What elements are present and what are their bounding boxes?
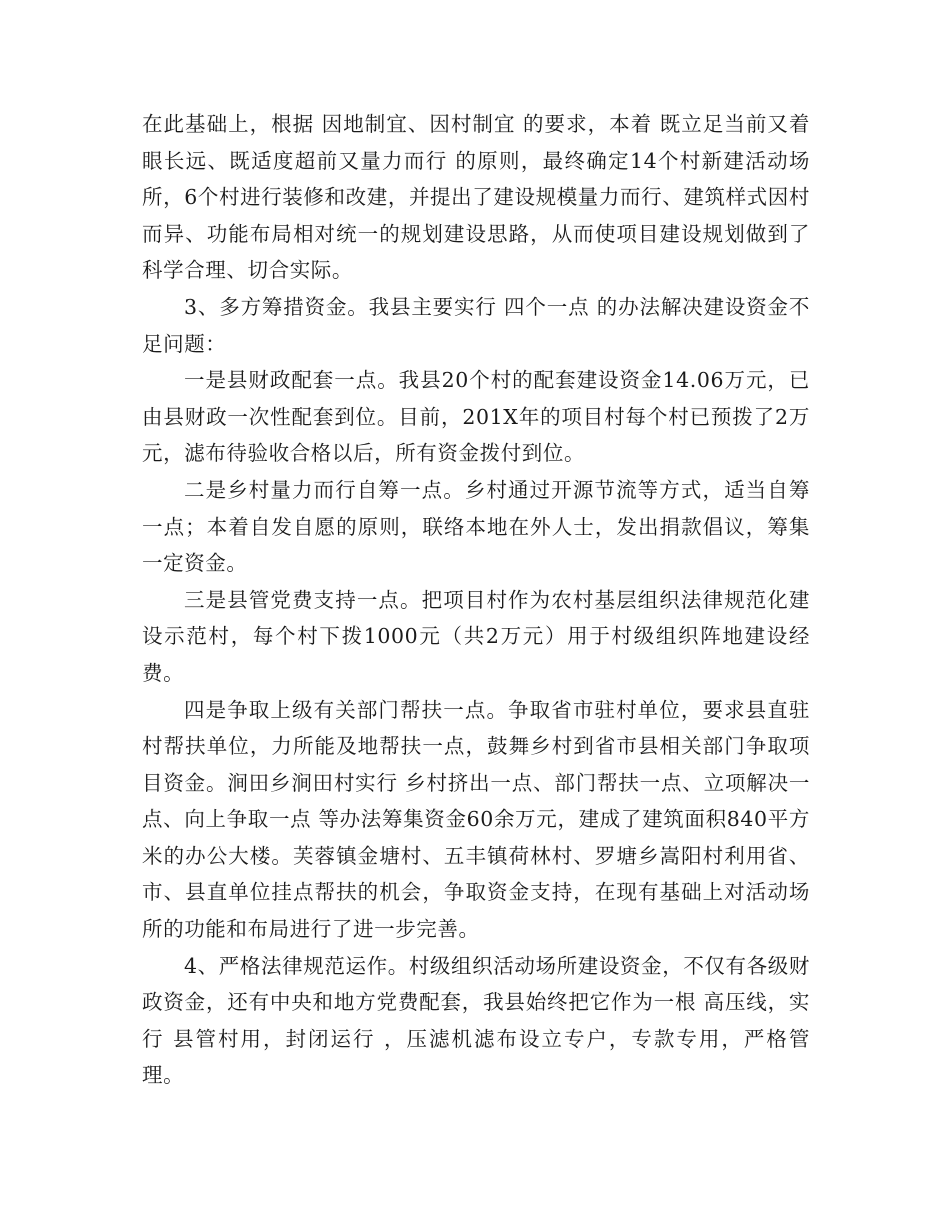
paragraph-superior-assistance: 四是争取上级有关部门帮扶一点。争取省市驻村单位，要求县直驻村帮扶单位，力所能及地帮扶一点，鼓舞乡村到省市县相关部门争取项目资金。涧田乡涧田村实行 乡村挤出一点、部门帮扶一点、立项解决一点、向上争取一点 等办法筹集资金60余万元，建成了建筑面积840平方米的办公大楼。芙蓉镇金塘村、五丰镇荷林村、罗塘乡嵩阳村利用省、市、县直单位挂点帮扶的机会，争取资金支持，在现有基础上对活动场所的功能和布局进行了进一步完善。 <box>142 697 810 942</box>
document-body <box>142 106 810 1094</box>
paragraph-village-self-raise: 二是乡村量力而行自筹一点。乡村通过开源节流等方式，适当自筹一点；本着自发自愿的原则，联络本地在外人士，发出捐款倡议，筹集一定资金。 <box>142 477 810 576</box>
paragraph-fund-raising: 3、多方筹措资金。我县主要实行 四个一点 的办法解决建设资金不足问题： <box>142 294 810 356</box>
paragraph-county-finance: 一是县财政配套一点。我县20个村的配套建设资金14.06万元，已由县财政一次性配套到位。目前，201X年的项目村每个村已预拨了2万元，滤布待验收合格以后，所有资金拨付到位。 <box>142 368 810 466</box>
paragraph-standard-operation: 4、严格法律规范运作。村级组织活动场所建设资金，不仅有各级财政资金，还有中央和地方党费配套，我县始终把它作为一根 高压线，实行 县管村用，封闭运行 ，压滤机滤布设立专户，专款专用，严格管理。 <box>142 953 810 1088</box>
paragraph-party-fee-support: 三是县管党费支持一点。把项目村作为农村基层组织法律规范化建设示范村，每个村下拨1000元（共2万元）用于村级组织阵地建设经费。 <box>142 587 810 685</box>
paragraph-site-planning: 在此基础上，根据 因地制宜、因村制宜 的要求，本着 既立足当前又着眼长远、既适度超前又量力而行 的原则，最终确定14个村新建活动场所，6个村进行装修和改建，并提出了建设规模量力而行、建筑样式因村而异、功能布局相对统一的规划建设思路，从而使项目建设规划做到了科学合理、切合实际。 <box>142 112 810 283</box>
